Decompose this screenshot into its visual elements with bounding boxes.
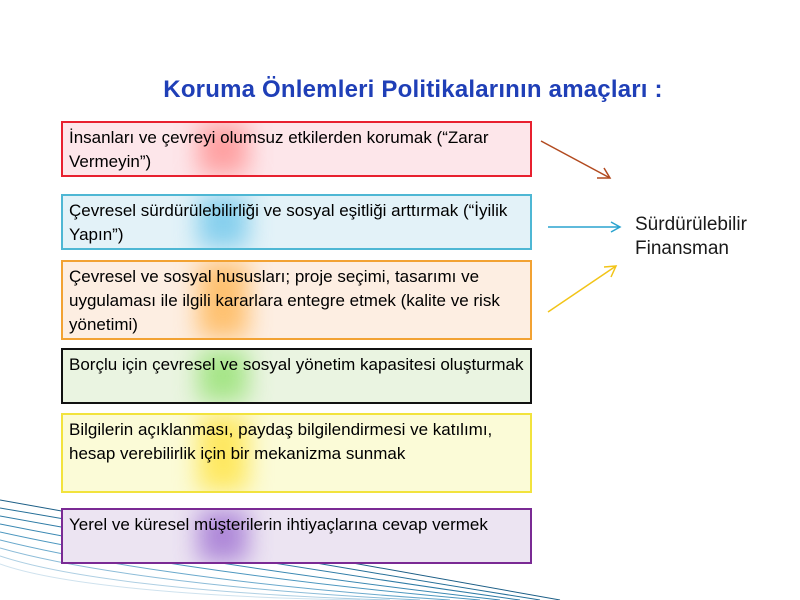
sustainable-finance-label <box>635 213 747 261</box>
side-label-line-2: Finansman <box>635 238 729 259</box>
goal-text: Borçlu için çevresel ve sosyal yönetim kapasitesi oluşturmak <box>69 355 524 374</box>
goal-text: İnsanları ve çevreyi olumsuz etkilerden korumak (“Zarar Vermeyin”) <box>69 128 489 171</box>
arrow-bottom <box>548 266 616 312</box>
arrow-middle <box>548 222 620 232</box>
side-label-line-1: Sürdürülebilir <box>635 214 747 235</box>
goal-text: Çevresel sürdürülebilirliği ve sosyal eşitliği arttırmak (“İyilik Yapın”) <box>69 201 508 244</box>
goal-text: Bilgilerin açıklanması, paydaş bilgilendirmesi ve katılımı, hesap verebilirlik için bir mekanizma sunmak <box>69 420 493 463</box>
goal-text: Çevresel ve sosyal hususları; proje seçimi, tasarımı ve uygulaması ile ilgili kararlara entegre etmek (kalite ve risk yönetimi) <box>69 267 500 334</box>
page-title: Koruma Önlemleri Politikalarının amaçları : <box>163 76 663 103</box>
goal-text: Yerel ve küresel müşterilerin ihtiyaçlarına cevap vermek <box>69 515 488 534</box>
arrow-top <box>541 141 610 178</box>
